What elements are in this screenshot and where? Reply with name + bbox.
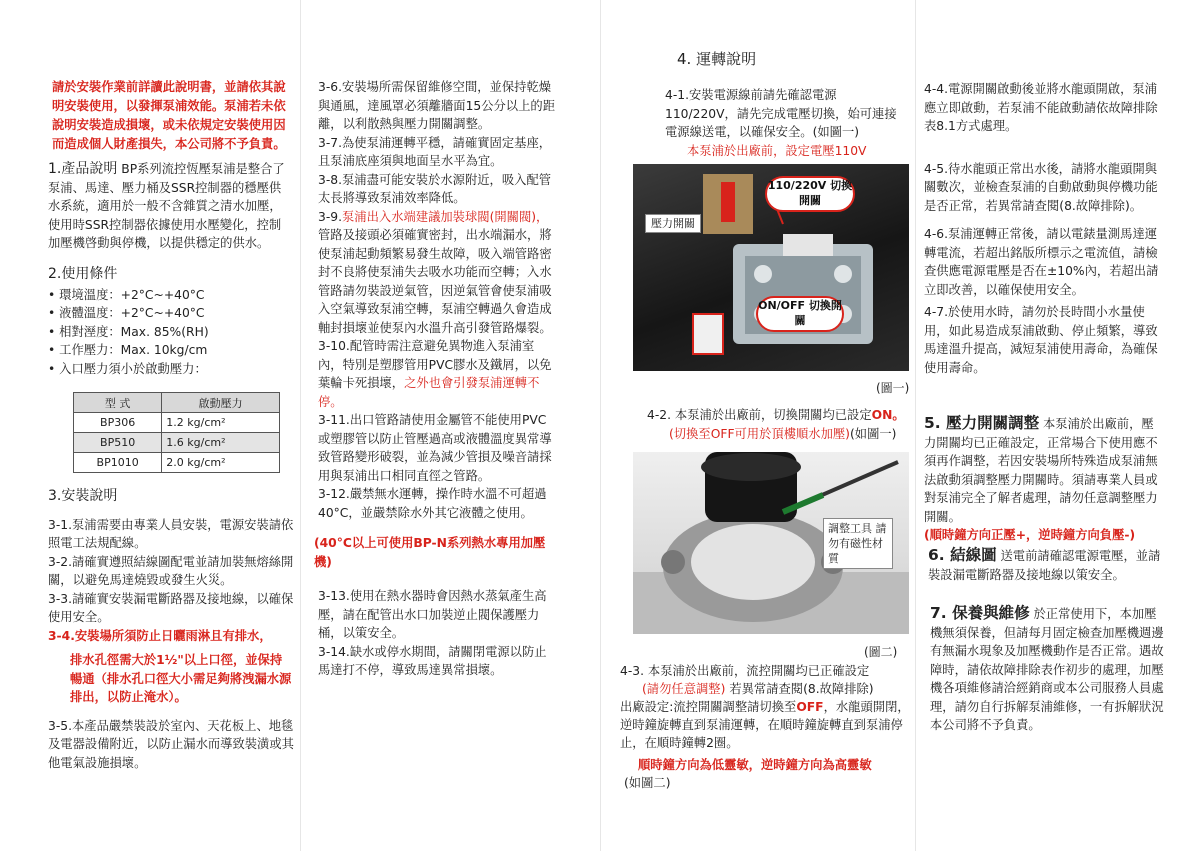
label-pressure-switch: 壓力開關 xyxy=(645,214,701,233)
op-red: (切換至OFF可用於頂樓順水加壓) xyxy=(669,426,850,441)
op-off: OFF xyxy=(796,700,824,714)
op-red: 本泵浦於出廠前，設定電壓110V xyxy=(687,143,867,158)
intro-warning: 請於安裝作業前詳讀此說明書，並請依其說明安裝使用，以發揮泵浦效能。泵浦若未依說明安裝造成損壞，或未依規定安裝使用因而造成個人財產損失，本公司將不予負責。 xyxy=(52,80,286,151)
label-adjust-tool: 調整工具 請勿有磁性材質 xyxy=(823,518,893,569)
section-install-col2 xyxy=(314,78,558,680)
op-text: 4-1.安裝電源線前請先確認電源110/220V，請先完成電壓切換，始可連接電源線送電，以確保安全。(如圖一) xyxy=(665,88,897,139)
table-row xyxy=(74,433,280,453)
install-item xyxy=(318,208,558,338)
section-product xyxy=(48,160,290,253)
op-text: ，水龍頭開閉，逆時鐘旋轉直到泵浦運轉，在順時鐘旋轉直到泵浦停止，在順時鐘轉2圈。 xyxy=(620,700,910,750)
op-direction: 順時鐘方向為低靈敏，逆時鐘方向為高靈敏 xyxy=(638,758,872,772)
figure-1-caption: (圖一) xyxy=(876,381,910,395)
op-text: 4-2. 本泵浦於出廠前，切換開關均已設定 xyxy=(647,408,872,422)
list-item: • 環境溫度：+2°C~+40°C xyxy=(48,286,290,305)
item-text: 3-10.配管時需注意避免異物進入泵浦室內，特別是塑膠管用PVC膠水及鐵屑，以免葉輪卡死損壞， xyxy=(318,339,552,390)
install-item: 3-8.泵浦盡可能安裝於水源附近，吸入配管太長將導致泵浦效率降低。 xyxy=(318,172,552,205)
hot-water-note: (40°C以上可使用BP-N系列熱水專用加壓機) xyxy=(314,536,546,569)
install-item: 3-2.請確實遵照結線圖配電並請加裝無熔絲開關，以避免馬達燒毀或發生火災。 xyxy=(48,554,294,587)
item-text: 管路及接頭必須確實密封，出水端漏水，將使泵浦起動頻繁易發生故障，吸入端管路密封不良將使泵浦失去吸水功能而空轉；入水管路請勿裝設逆氣管，因逆氣管會使泵浦吸入空氣導致泵浦空轉，泵浦空轉過久會造成軸封損壞並使泵內水溫升高引發管路爆裂。 xyxy=(318,228,552,335)
op-item: 4-7.於使用水時，請勿於長時間小水量使用，如此易造成泵浦啟動、停止頻繁，導致馬達溫升提高，減短泵浦使用壽命，為確保使用壽命。 xyxy=(924,305,1158,375)
table-row xyxy=(74,413,280,433)
list-item: • 液體溫度：+2°C~+40°C xyxy=(48,304,290,323)
install-item: 3-4.安裝場所須防止日曬雨淋且有排水， xyxy=(48,628,272,643)
table-cell: 1.2 kg/cm² xyxy=(162,413,280,433)
section-title: 1.產品說明 xyxy=(48,161,118,177)
section-text: BP系列流控恆壓泵浦是整合了泵浦、馬達、壓力桶及SSR控制器的穩壓供水系統，適用於一般不含雜質之清水加壓，使用時SSR控制器依據使用水壓變化，控制加壓機啓動與停機，以提供穩定的供水。 xyxy=(48,162,285,250)
op-fig-ref: (如圖二) xyxy=(624,776,671,790)
op-on: ON。 xyxy=(871,408,905,422)
install-item: 3-3.請確實安裝漏電斷路器及接地線，以確保使用安全。 xyxy=(48,591,294,624)
install-item-drain: 排水孔徑需大於1½"以上口徑，並保持暢通（排水孔口徑大小需足夠將洩漏水源排出，以防止淹水）。 xyxy=(70,653,292,704)
table-header: 型 式 xyxy=(74,393,162,413)
section-text: 本泵浦於出廠前，壓力開關均已正確設定，正常場合下使用應不須再作調整，若因安裝場所特殊造成泵浦無法啟動須調整壓力開關時。須請專業人員或對泵浦完全了解者處理，請勿任意調整壓力開關。 xyxy=(924,417,1158,524)
section-title: 3.安裝說明 xyxy=(48,488,118,504)
install-item: 3-5.本產品嚴禁裝設於室內、天花板上、地毯及電器設備附近，以防止漏水而導致裝潢或其他電氣設施損壞。 xyxy=(48,718,294,770)
op-text: 出廠設定:流控開關調整請切換至 xyxy=(620,700,797,714)
table-header: 啟動壓力 xyxy=(162,393,280,413)
section-title: 2.使用條件 xyxy=(48,266,118,282)
op-text: 4-3. 本泵浦於出廠前，流控開關均已正確設定 xyxy=(620,664,870,678)
op-item: 4-6.泵浦運轉正常後，請以電錶量測馬達運轉電流，若超出銘版所標示之電流值，請檢查供應電源電壓是否在±10%內，若超出請立即改善，以確保使用安全。 xyxy=(924,227,1159,297)
section-title: 6. 結線圖 xyxy=(928,546,997,564)
item-red: 之外也會引發泵浦運轉不停。 xyxy=(318,376,540,409)
op-text: 若異常請查閱(8.故障排除) xyxy=(729,682,874,696)
table-cell: BP1010 xyxy=(74,453,162,473)
install-item: 3-13.使用在熱水器時會因熱水蒸氣產生高壓，請在配管出水口加裝逆止閥保護壓力桶，以策安全。 xyxy=(318,589,547,640)
table-cell: 2.0 kg/cm² xyxy=(162,453,280,473)
install-item: 3-7.為使泵浦運轉平穩，請確實固定基座，且泵浦底座須與地面呈水平為宜。 xyxy=(318,135,552,168)
section-conditions xyxy=(48,265,290,378)
section-wiring xyxy=(928,546,1164,584)
section-red-note: (順時鐘方向正壓+，逆時鐘方向負壓-) xyxy=(924,528,1136,542)
op-red: (請勿任意調整) xyxy=(642,682,726,696)
table-cell: BP510 xyxy=(74,433,162,453)
list-item: • 入口壓力須小於啟動壓力： xyxy=(48,360,290,379)
callout-onoff-switch: ON/OFF 切換開關 xyxy=(756,296,844,332)
section-install-col1 xyxy=(48,487,294,772)
list-item: • 工作壓力：Max. 10kg/cm xyxy=(48,341,290,360)
install-item: 3-11.出口管路請使用金屬管不能使用PVC或塑膠管以防止管壓過高或液體溫度異常導致管路變形破裂，並為減少管損及噪音請採用與泵浦出口相同直徑之管路。 xyxy=(318,413,552,483)
fold-line xyxy=(300,0,301,851)
op-item: 4-5.待水龍頭正常出水後，請將水龍頭開與關數次，並檢查泵浦的自動啟動與停機功能是否正常，若異常請查閱(8.故障排除)。 xyxy=(924,161,1158,213)
op-text: (如圖一) xyxy=(849,426,897,441)
section-text: 於正常使用下，本加壓機無須保養，但請每月固定檢查加壓機週邊有無漏水現象及加壓機動作是否正常。遇故障時，請依故障排除表作初步的處理，加壓機各項維修請洽經銷商或本公司服務人員處理，請勿自行拆解泵浦維修，一有拆解狀況本公司將不予負責。 xyxy=(930,607,1164,732)
section-title: 7. 保養與維修 xyxy=(930,604,1030,622)
op-item: 4-4.電源開關啟動後並將水龍頭開啟，泵浦應立即啟動，若泵浦不能啟動請依故障排除表8.1方式處理。 xyxy=(924,82,1158,133)
install-item: 3-12.嚴禁無水運轉，操作時水溫不可超過40°C，並嚴禁除水外其它液體之使用。 xyxy=(318,487,547,520)
item-num: 3-9. xyxy=(318,209,342,224)
op-item-4-2 xyxy=(647,406,909,443)
pressure-table xyxy=(73,392,280,473)
table-cell: 1.6 kg/cm² xyxy=(162,433,280,453)
op-item-4-1 xyxy=(665,86,905,160)
install-item: 3-6.安裝場所需保留維修空間，並保持乾燥與通風，達風罩必須離牆面15公分以上的距離，以利散熱與壓力開關調整。 xyxy=(318,80,555,131)
section-pressure-switch xyxy=(924,414,1164,545)
install-item xyxy=(318,337,558,411)
table-row xyxy=(74,453,280,473)
op-item-4-3 xyxy=(620,662,916,792)
operation-title: 4. 運轉說明 xyxy=(677,50,757,68)
table-cell: BP306 xyxy=(74,413,162,433)
fold-line xyxy=(600,0,601,851)
install-item: 3-1.泵浦需要由專業人員安裝，電源安裝請依照電工法規配線。 xyxy=(48,517,294,550)
section-title: 5. 壓力開關調整 xyxy=(924,414,1040,432)
section-text: 送電前請確認電源電壓，並請裝設漏電斷路器及接地線以策安全。 xyxy=(928,549,1161,582)
list-item: • 相對溼度：Max. 85%(RH) xyxy=(48,323,290,342)
section-maintenance xyxy=(930,604,1166,735)
item-red: 泵浦出入水端建議加裝球閥(開關閥)， xyxy=(342,209,549,224)
op-items-4-4-to-4-7 xyxy=(924,80,1164,377)
callout-voltage-switch: 110/220V 切換開關 xyxy=(765,176,855,212)
install-item: 3-14.缺水或停水期間，請關閉電源以防止馬達打不停，導致馬達異常損壞。 xyxy=(318,644,547,677)
figure-2-caption: (圖二) xyxy=(864,645,898,659)
